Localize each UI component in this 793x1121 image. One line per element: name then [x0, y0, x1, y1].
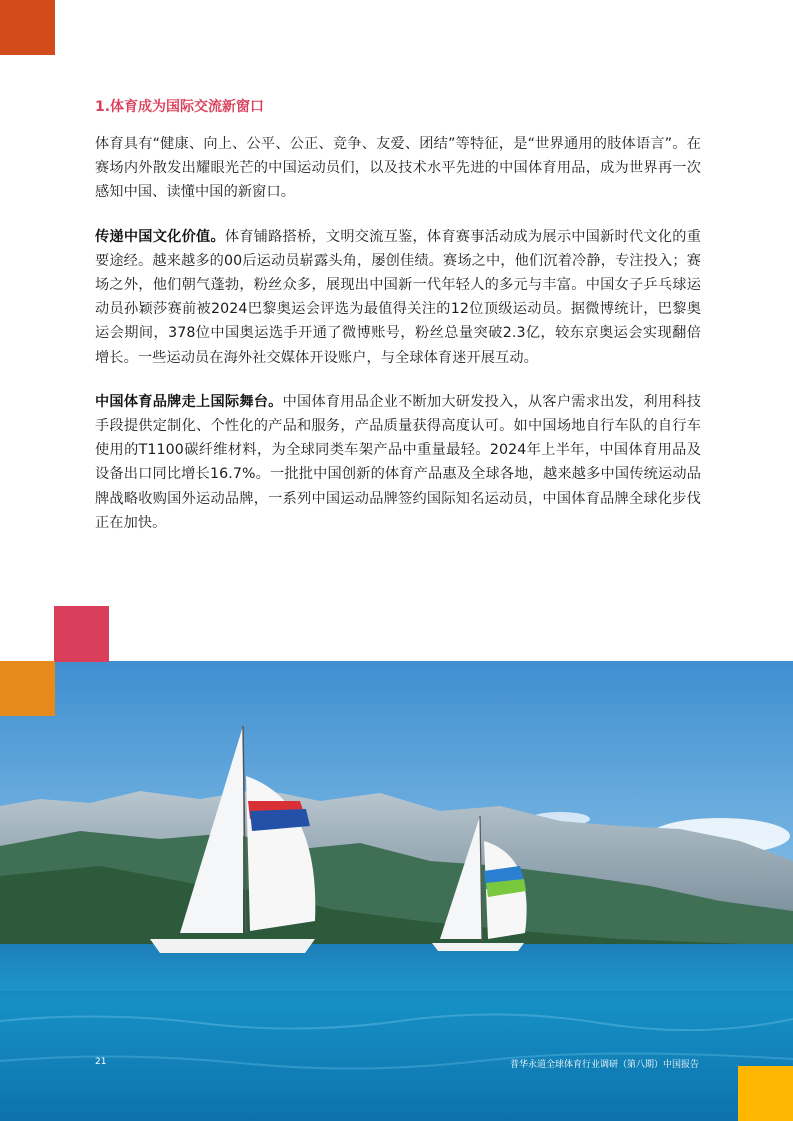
paragraph-lead: 传递中国文化价值。 [95, 228, 225, 245]
decor-block-top [0, 0, 55, 55]
decor-block-bottom [738, 1066, 793, 1121]
paragraph-brands [95, 390, 701, 535]
paragraph-body: 中国体育用品企业不断加大研发投入，从客户需求出发，利用科技手段提供定制化、个性化的产品和服务，产品质量获得高度认可。如中国场地自行车队的自行车使用的T1100碳纤维材料，为全球同类车架产品中重量最轻。2024年上半年，中国体育用品及设备出口同比增长16.7%。一批批中国创新的体育产品惠及全球各地，越来越多中国传统运动品牌战略收购国外运动品牌，一系列中国运动品牌签约国际知名运动员，中国体育品牌全球化步伐正在加快。 [95, 393, 701, 531]
decor-block-orange [0, 661, 55, 716]
sailing-photo [0, 661, 793, 1121]
decor-block-pink [54, 606, 109, 662]
paragraph-body: 体育铺路搭桥，文明交流互鉴，体育赛事活动成为展示中国新时代文化的重要途经。越来越多的00后运动员崭露头角，屡创佳绩。赛场之中，他们沉着冷静，专注投入；赛场之外，他们朝气蓬勃，粉丝众多，展现出中国新一代年轻人的多元与丰富。中国女子乒乓球运动员孙颖莎赛前被2024巴黎奥运会评选为最值得关注的12位顶级运动员。据微博统计，巴黎奥运会期间，378位中国奥运选手开通了微博账号，粉丝总量突破2.3亿，较东京奥运会实现翻倍增长。一些运动员在海外社交媒体开设账户，与全球体育迷开展互动。 [95, 228, 701, 366]
report-title: 普华永道全球体育行业调研（第八期）中国报告 [509, 1060, 699, 1070]
section-heading: 1.体育成为国际交流新窗口 [95, 99, 265, 115]
paragraph-lead: 中国体育品牌走上国际舞台。 [95, 393, 283, 410]
intro-paragraph: 体育具有“健康、向上、公平、公正、竞争、友爱、团结”等特征，是“世界通用的肢体语言”。在赛场内外散发出耀眼光芒的中国运动员们，以及技术水平先进的中国体育用品，成为世界再一次感知中国、读懂中国的新窗口。 [95, 136, 701, 201]
page-number: 21 [95, 1057, 107, 1067]
article-body [95, 97, 701, 555]
paragraph-culture [95, 225, 701, 370]
